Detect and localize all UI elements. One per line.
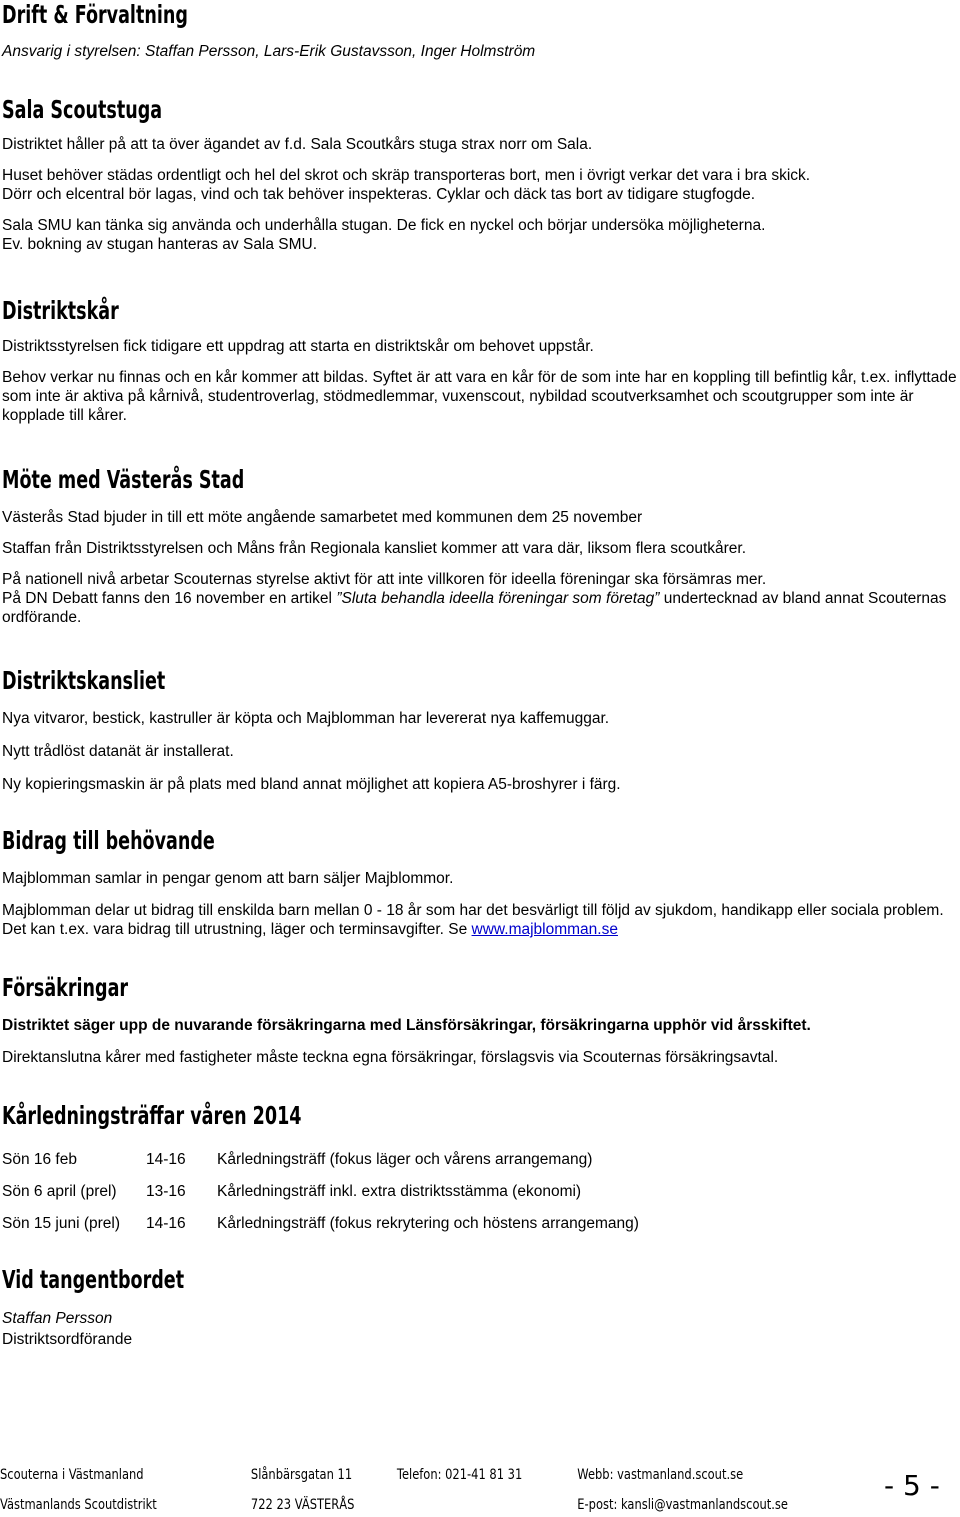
- paragraph: Nytt trådlöst datanät är installerat.: [2, 743, 234, 760]
- signer-name: Staffan Persson: [2, 1310, 113, 1327]
- signer-role: Distriktsordförande: [2, 1331, 133, 1348]
- paragraph: Västerås Stad bjuder in till ett möte angående samarbetet med kommunen dem 25 november: [2, 509, 643, 526]
- section-bidrag: [2, 826, 958, 939]
- footer-address: 722 23 VÄSTERÅS: [250, 1497, 355, 1513]
- paragraph: Distriktsstyrelsen fick tidigare ett uppdrag att starta en distriktskår om behovet uppstår.: [2, 338, 594, 355]
- heading-bidrag: Bidrag till behövande: [2, 826, 215, 855]
- paragraph: Ev. bokning av stugan hanteras av Sala SMU.: [2, 236, 318, 253]
- schedule-time: 13-16: [146, 1183, 186, 1200]
- page-number: - 5 -: [884, 1469, 940, 1502]
- schedule-desc: Kårledningsträff (fokus läger och vårens arrangemang): [217, 1151, 593, 1168]
- footer-phone: Telefon: 021-41 81 31: [396, 1467, 523, 1483]
- section-sala-scoutstuga: [2, 95, 958, 254]
- paragraph: Huset behöver städas ordentligt och hel del skrot och skräp transporteras bort, men i övrigt verkar det vara i bra skick.: [2, 167, 811, 184]
- paragraph: Behov verkar nu finnas och en kår kommer att bildas. Syftet är att vara en kår för de som inte har en koppling till befintlig kår, t.ex. inflyttade som inte är aktiva på kårnivå, studentroverlag, stödmedlemmar, vuxenscout, nybildad scoutverksamhet och scoutgrupper som inte är kopplade till kårer.: [2, 369, 957, 424]
- schedule-time: 14-16: [146, 1151, 186, 1168]
- section-vid-tangentbordet: [2, 1265, 958, 1349]
- section-karledningstraffar: [2, 1101, 958, 1131]
- schedule-date: Sön 15 juni (prel): [2, 1215, 121, 1232]
- paragraph: Direktanslutna kårer med fastigheter måste teckna egna försäkringar, förslagsvis via Scouternas försäkringsavtal.: [2, 1049, 779, 1066]
- paragraph: Staffan från Distriktsstyrelsen och Måns från Regionala kansliet kommer att vara där, liksom flera scoutkårer.: [2, 540, 747, 557]
- majblomman-link[interactable]: www.majblomman.se: [471, 921, 618, 938]
- heading-vid-tangentbordet: Vid tangentbordet: [2, 1265, 185, 1294]
- paragraph: [2, 901, 958, 939]
- heading-distriktskansliet: Distriktskansliet: [2, 666, 166, 695]
- article-title: ”Sluta behandla ideella föreningar som företag”: [336, 590, 660, 607]
- paragraph: Distriktet håller på att ta över ägandet av f.d. Sala Scoutkårs stuga strax norr om Sala.: [2, 136, 593, 153]
- paragraph: Majblomman samlar in pengar genom att barn säljer Majblommor.: [2, 870, 454, 887]
- responsible-text: Ansvarig i styrelsen: Staffan Persson, Lars-Erik Gustavsson, Inger Holmström: [2, 43, 536, 60]
- section-mote-vasteras: [2, 465, 958, 627]
- heading-distriktskar: Distriktskår: [2, 296, 119, 325]
- paragraph: Sala SMU kan tänka sig använda och underhålla stugan. De fick en nyckel och börjar undersöka möjligheterna.: [2, 217, 766, 234]
- paragraph: Dörr och elcentral bör lagas, vind och tak behöver inspekteras. Cyklar och däck tas bort av tidigare stugfogde.: [2, 186, 756, 203]
- paragraph: Ny kopieringsmaskin är på plats med bland annat möjlighet att kopiera A5-broshyrer i färg.: [2, 776, 621, 793]
- footer-email[interactable]: E-post: kansli@vastmanlandscout.se: [577, 1497, 788, 1513]
- paragraph: Nya vitvaror, bestick, kastruller är köpta och Majblomman har levererat nya kaffemuggar.: [2, 710, 610, 727]
- text-run: På DN Debatt fanns den 16 november en artikel: [2, 590, 337, 607]
- footer-org: Scouterna i Västmanland: [0, 1467, 144, 1483]
- paragraph: På nationell nivå arbetar Scouternas styrelse aktivt för att inte villkoren för ideella föreningar ska försämras mer.: [2, 571, 767, 588]
- text-run: undertecknad av bland annat Scouternas ordförande.: [2, 590, 947, 626]
- footer-web[interactable]: Webb: vastmanland.scout.se: [577, 1467, 744, 1483]
- heading-karledningstraffar: Kårledningsträffar våren 2014: [2, 1101, 302, 1130]
- section-forsakringar: [2, 973, 958, 1067]
- heading-sala-scoutstuga: Sala Scoutstuga: [2, 95, 163, 124]
- footer-address: Slånbärsgatan 11: [250, 1467, 353, 1483]
- schedule-desc: Kårledningsträff inkl. extra distriktsstämma (ekonomi): [217, 1183, 582, 1200]
- schedule-date: Sön 16 feb: [2, 1151, 77, 1168]
- section-distriktskansliet: [2, 666, 958, 794]
- text-run: Majblomman delar ut bidrag till enskilda barn mellan 0 - 18 år som har det besvärligt till följd av sjukdom, handikapp eller sociala problem. Det kan t.ex. vara bidrag till utrustning, läger och terminsavgifter. Se: [2, 902, 944, 938]
- section-drift: [2, 0, 958, 61]
- paragraph: [2, 589, 958, 627]
- paragraph: Distriktet säger upp de nuvarande försäkringarna med Länsförsäkringar, försäkringarna upphör vid årsskiftet.: [2, 1017, 811, 1034]
- schedule-time: 14-16: [146, 1215, 186, 1232]
- heading-mote-vasteras: Möte med Västerås Stad: [2, 465, 245, 494]
- heading-forsakringar: Försäkringar: [2, 973, 129, 1002]
- section-distriktskar: [2, 296, 958, 425]
- footer-org: Västmanlands Scoutdistrikt: [0, 1497, 157, 1513]
- schedule-date: Sön 6 april (prel): [2, 1183, 117, 1200]
- schedule-desc: Kårledningsträff (fokus rekrytering och höstens arrangemang): [217, 1215, 639, 1232]
- heading-drift: Drift & Förvaltning: [2, 0, 188, 29]
